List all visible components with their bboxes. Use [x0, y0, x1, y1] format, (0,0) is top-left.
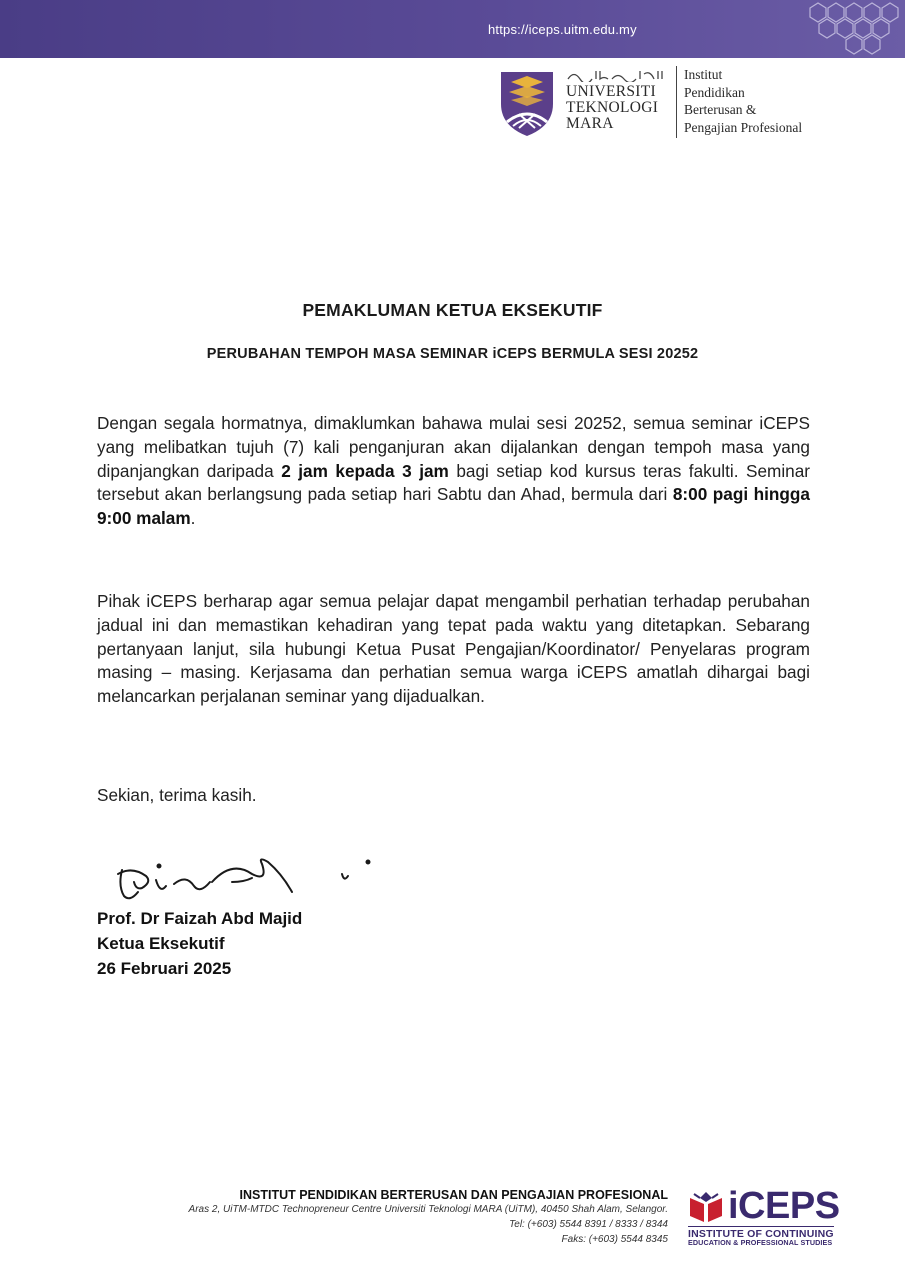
university-name-line: MARA [566, 115, 614, 132]
signatory-date: 26 Februari 2025 [97, 959, 232, 978]
header-url[interactable]: https://iceps.uitm.edu.my [488, 22, 637, 37]
institute-name-line: Pendidikan [684, 84, 745, 100]
signatory-position: Ketua Eksekutif [97, 934, 225, 953]
institute-name [684, 66, 802, 136]
university-name [566, 84, 658, 132]
university-name-line: TEKNOLOGI [566, 99, 659, 116]
signatory-block [97, 906, 302, 981]
signature-icon [112, 852, 387, 908]
emphasis-time: 8:00 pagi hingga 9:00 malam [97, 484, 810, 529]
notice-title: PEMAKLUMAN KETUA EKSEKUTIF [302, 300, 603, 320]
iceps-wordmark: iCEPS [728, 1185, 840, 1227]
body-paragraph-1 [97, 412, 810, 531]
footer-fax: Faks: (+603) 5544 8345 [561, 1234, 668, 1245]
closing-line: Sekian, terima kasih. [97, 785, 257, 805]
hexagon-pattern-icon [790, 0, 905, 58]
footer-address-block [189, 1188, 668, 1247]
institute-name-line: Institut [684, 67, 723, 82]
uitm-crest-icon [497, 70, 557, 138]
iceps-emblem-icon [688, 1190, 724, 1224]
institute-name-line: Pengajian Profesional [684, 119, 803, 135]
iceps-logo [688, 1186, 863, 1250]
emphasis-duration: 2 jam kepada 3 jam [281, 460, 449, 481]
iceps-tagline-sub: EDUCATION & PROFESSIONAL STUDIES [688, 1238, 833, 1247]
signatory-name: Prof. Dr Faizah Abd Majid [97, 909, 303, 928]
institute-name-line: Berterusan & [684, 102, 757, 117]
notice-subtitle: PERUBAHAN TEMPOH MASA SEMINAR iCEPS BERMULA SESI 20252 [206, 346, 699, 362]
footer-telephone: Tel: (+603) 5544 8391 / 8333 / 8344 [509, 1219, 668, 1230]
paragraph-text: . [190, 508, 196, 529]
body-paragraph-2: Pihak iCEPS berharap agar semua pelajar dapat mengambil perhatian terhadap perubahan jadual ini dan memastikan kehadiran yang tepat pada waktu yang ditetapkan. Sebarang pertanyaan lanjut, sila hubungi Ketua Pusat Pengajian/Koordinator/ Penyelaras program masing – masing. Kerjasama dan perhatian semua warga iCEPS amatlah dihargai bagi melancarkan perjalanan seminar yang dijadualkan. [97, 591, 810, 707]
header-bar [0, 0, 905, 58]
iceps-tagline: INSTITUTE OF CONTINUING [688, 1228, 834, 1240]
footer-address: Aras 2, UiTM-MTDC Technopreneur Centre Universiti Teknologi MARA (UiTM), 40450 Shah Alam, Selangor. [188, 1204, 668, 1215]
paragraph-text: Dengan segala hormatnya, dimaklumkan bahawa mulai sesi 20252, semua seminar iCEPS yang melibatkan tujuh (7) kali penganjuran akan dijalankan dengan tempoh masa yang dipanjangkan daripada [97, 413, 810, 481]
university-name-line: UNIVERSITI [566, 83, 656, 100]
paragraph-text: bagi setiap kod kursus teras fakulti. Seminar tersebut akan berlangsung pada setiap hari Sabtu dan Ahad, bermula dari [97, 460, 810, 505]
footer-institute-name: INSTITUT PENDIDIKAN BERTERUSAN DAN PENGAJIAN PROFESIONAL [239, 1188, 668, 1202]
logo-divider [676, 66, 677, 138]
jawi-script-icon [566, 68, 666, 82]
